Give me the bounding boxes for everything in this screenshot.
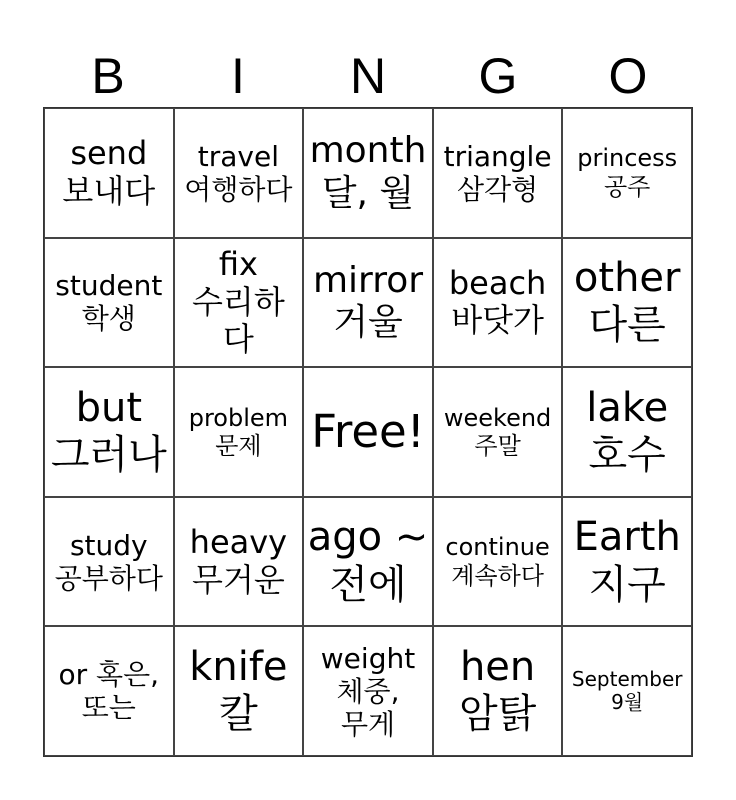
cell-text: but 그러나 — [50, 384, 167, 478]
cell-text: weekend 주말 — [443, 403, 552, 460]
cell-text: beach 바닷가 — [448, 263, 547, 340]
bingo-cell[interactable] — [303, 626, 433, 756]
header-letter-g: G — [478, 48, 518, 104]
bingo-header — [43, 44, 693, 108]
bingo-cell[interactable] — [44, 108, 174, 238]
bingo-cell[interactable] — [433, 626, 563, 756]
bingo-cell[interactable] — [562, 626, 692, 756]
cell-text: month 달, 월 — [309, 130, 427, 214]
cell-text: continue 계속하다 — [445, 533, 550, 590]
bingo-cell[interactable] — [303, 108, 433, 238]
cell-text: triangle 삼각형 — [443, 139, 552, 206]
cell-text: lake 호수 — [586, 384, 669, 478]
cell-text: weight 체중, 무게 — [320, 641, 416, 741]
cell-text: heavy 무거운 — [189, 522, 288, 599]
cell-text: hen 암탉 — [458, 644, 537, 738]
header-letter-n: N — [349, 48, 387, 104]
cell-text: September 9월 — [571, 666, 683, 715]
cell-text: knife 칼 — [189, 644, 288, 738]
cell-text: send 보내다 — [62, 134, 156, 210]
bingo-cell[interactable] — [174, 367, 304, 497]
cell-text: problem 문제 — [188, 403, 289, 460]
bingo-cell[interactable] — [562, 108, 692, 238]
cell-text: mirror 거울 — [312, 259, 424, 344]
header-letter-b: B — [91, 48, 125, 104]
bingo-cell[interactable] — [303, 238, 433, 368]
bingo-cell[interactable] — [44, 238, 174, 368]
bingo-cell[interactable] — [44, 367, 174, 497]
bingo-cell[interactable] — [433, 497, 563, 627]
cell-text: travel 여행하다 — [184, 139, 293, 206]
bingo-cell[interactable] — [433, 238, 563, 368]
bingo-cell[interactable] — [433, 108, 563, 238]
bingo-cell[interactable] — [174, 626, 304, 756]
bingo-cell[interactable] — [433, 367, 563, 497]
bingo-cell[interactable] — [174, 238, 304, 368]
bingo-cell[interactable] — [44, 626, 174, 756]
bingo-cell[interactable] — [174, 497, 304, 627]
cell-text: Earth 지구 — [573, 514, 681, 608]
bingo-cell[interactable] — [174, 108, 304, 238]
cell-text: princess 공주 — [577, 144, 678, 201]
header-letter-i: I — [231, 48, 245, 104]
bingo-cell[interactable] — [562, 367, 692, 497]
cell-text: student 학생 — [55, 269, 163, 336]
cell-text: study 공부하다 — [54, 528, 163, 595]
bingo-cell[interactable] — [44, 497, 174, 627]
cell-text: fix 수리하다 — [192, 244, 285, 359]
cell-text: other 다른 — [573, 255, 681, 349]
cell-text: ago ~ 전에 — [307, 514, 429, 608]
bingo-board — [43, 107, 693, 757]
header-letter-o: O — [608, 48, 648, 104]
bingo-cell[interactable] — [562, 238, 692, 368]
bingo-cell[interactable] — [303, 497, 433, 627]
cell-text: or 혹은, 또는 — [58, 658, 160, 725]
bingo-cell[interactable] — [562, 497, 692, 627]
free-space-cell[interactable] — [303, 367, 433, 497]
free-space-text: Free! — [311, 405, 425, 459]
